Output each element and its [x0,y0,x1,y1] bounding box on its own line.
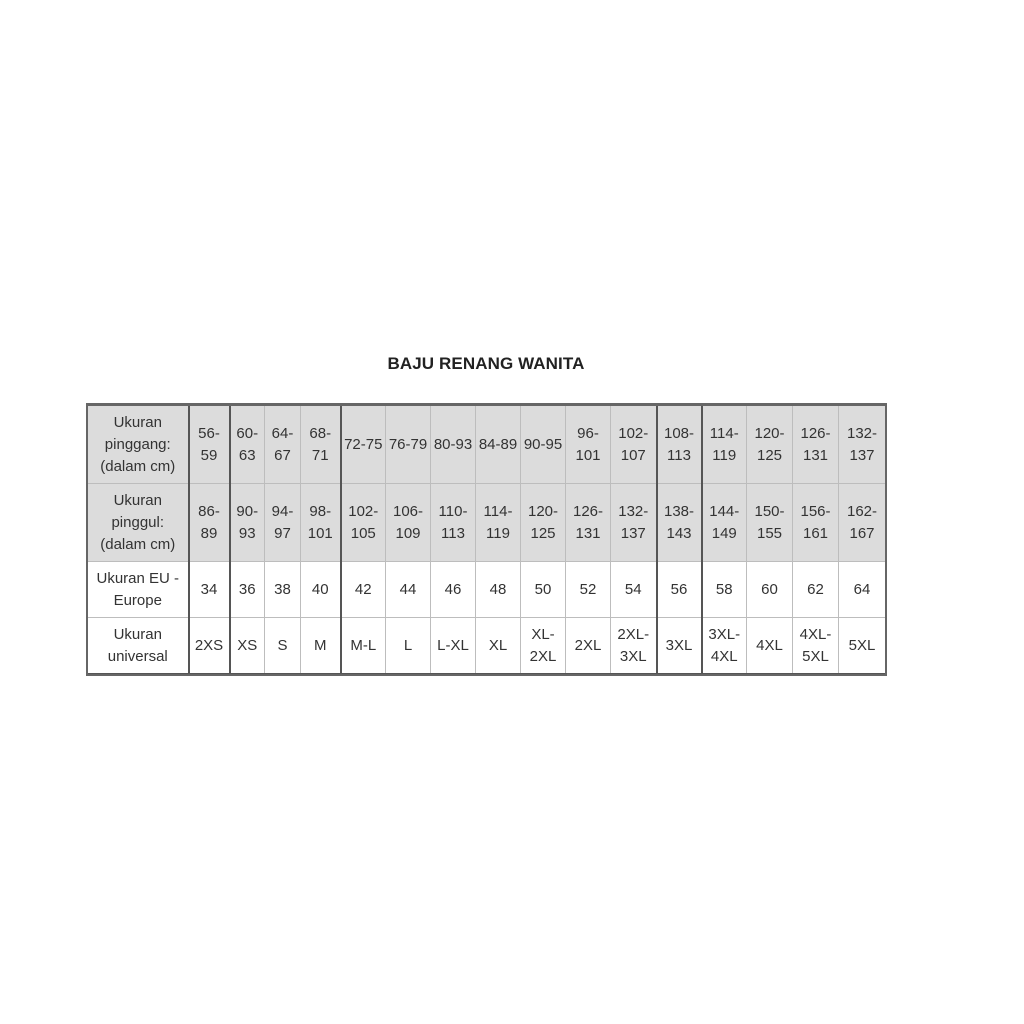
table-cell: 138-143 [657,484,702,562]
table-cell: 76-79 [386,405,431,484]
table-cell: 114-119 [476,484,521,562]
table-cell: 4XL-5XL [793,618,839,675]
table-cell: XL [476,618,521,675]
table-cell: 40 [301,562,341,618]
table-cell: 46 [431,562,476,618]
table-cell: L [386,618,431,675]
table-cell: 80-93 [431,405,476,484]
table-cell: 162-167 [839,484,886,562]
table-cell: 3XL-4XL [702,618,747,675]
table-cell: 106-109 [386,484,431,562]
table-cell: 48 [476,562,521,618]
table-cell: 56 [657,562,702,618]
table-cell: 60-63 [230,405,265,484]
table-cell: 60 [747,562,793,618]
table-cell: 90-95 [521,405,566,484]
table-cell: 58 [702,562,747,618]
table-cell: 50 [521,562,566,618]
table-cell: 2XS [189,618,230,675]
table-cell: M [301,618,341,675]
table-cell: 102-105 [341,484,386,562]
table-cell: 132-137 [611,484,657,562]
page-title: BAJU RENANG WANITA [387,354,585,373]
table-cell: 36 [230,562,265,618]
table-cell: 144-149 [702,484,747,562]
table-cell: 44 [386,562,431,618]
table-cell: 126-131 [566,484,611,562]
table-cell: 56-59 [189,405,230,484]
table-cell: 150-155 [747,484,793,562]
table-cell: 64-67 [265,405,301,484]
table-cell: 120-125 [747,405,793,484]
table-cell: 126-131 [793,405,839,484]
hip-size-row [88,484,886,562]
table-cell: 86-89 [189,484,230,562]
table-cell: 52 [566,562,611,618]
table-cell: 2XL-3XL [611,618,657,675]
table-cell: 120-125 [521,484,566,562]
row-label: Ukuran universal [88,618,189,675]
table-cell: 94-97 [265,484,301,562]
table-cell: 42 [341,562,386,618]
table-cell: 96-101 [566,405,611,484]
table-cell: 114-119 [702,405,747,484]
eu-size-row [88,562,886,618]
row-label: Ukuran pinggang: (dalam cm) [88,405,189,484]
table-cell: S [265,618,301,675]
table-cell: 64 [839,562,886,618]
table-cell: 98-101 [301,484,341,562]
universal-size-row [88,618,886,675]
table-cell: 3XL [657,618,702,675]
table-cell: XS [230,618,265,675]
table-cell: 90-93 [230,484,265,562]
table-cell: 72-75 [341,405,386,484]
size-chart-body [88,405,886,674]
table-cell: 5XL [839,618,886,675]
table-cell: 4XL [747,618,793,675]
row-label: Ukuran EU - Europe [88,562,189,618]
table-cell: 132-137 [839,405,886,484]
waist-size-row [88,405,886,484]
table-cell: 62 [793,562,839,618]
size-chart-table [87,404,886,675]
table-cell: 2XL [566,618,611,675]
table-cell: 38 [265,562,301,618]
table-cell: XL-2XL [521,618,566,675]
row-label: Ukuran pinggul: (dalam cm) [88,484,189,562]
table-cell: 68-71 [301,405,341,484]
table-cell: 102-107 [611,405,657,484]
table-cell: 84-89 [476,405,521,484]
table-cell: M-L [341,618,386,675]
table-cell: L-XL [431,618,476,675]
table-cell: 156-161 [793,484,839,562]
table-cell: 54 [611,562,657,618]
table-cell: 34 [189,562,230,618]
table-cell: 108-113 [657,405,702,484]
table-cell: 110-113 [431,484,476,562]
